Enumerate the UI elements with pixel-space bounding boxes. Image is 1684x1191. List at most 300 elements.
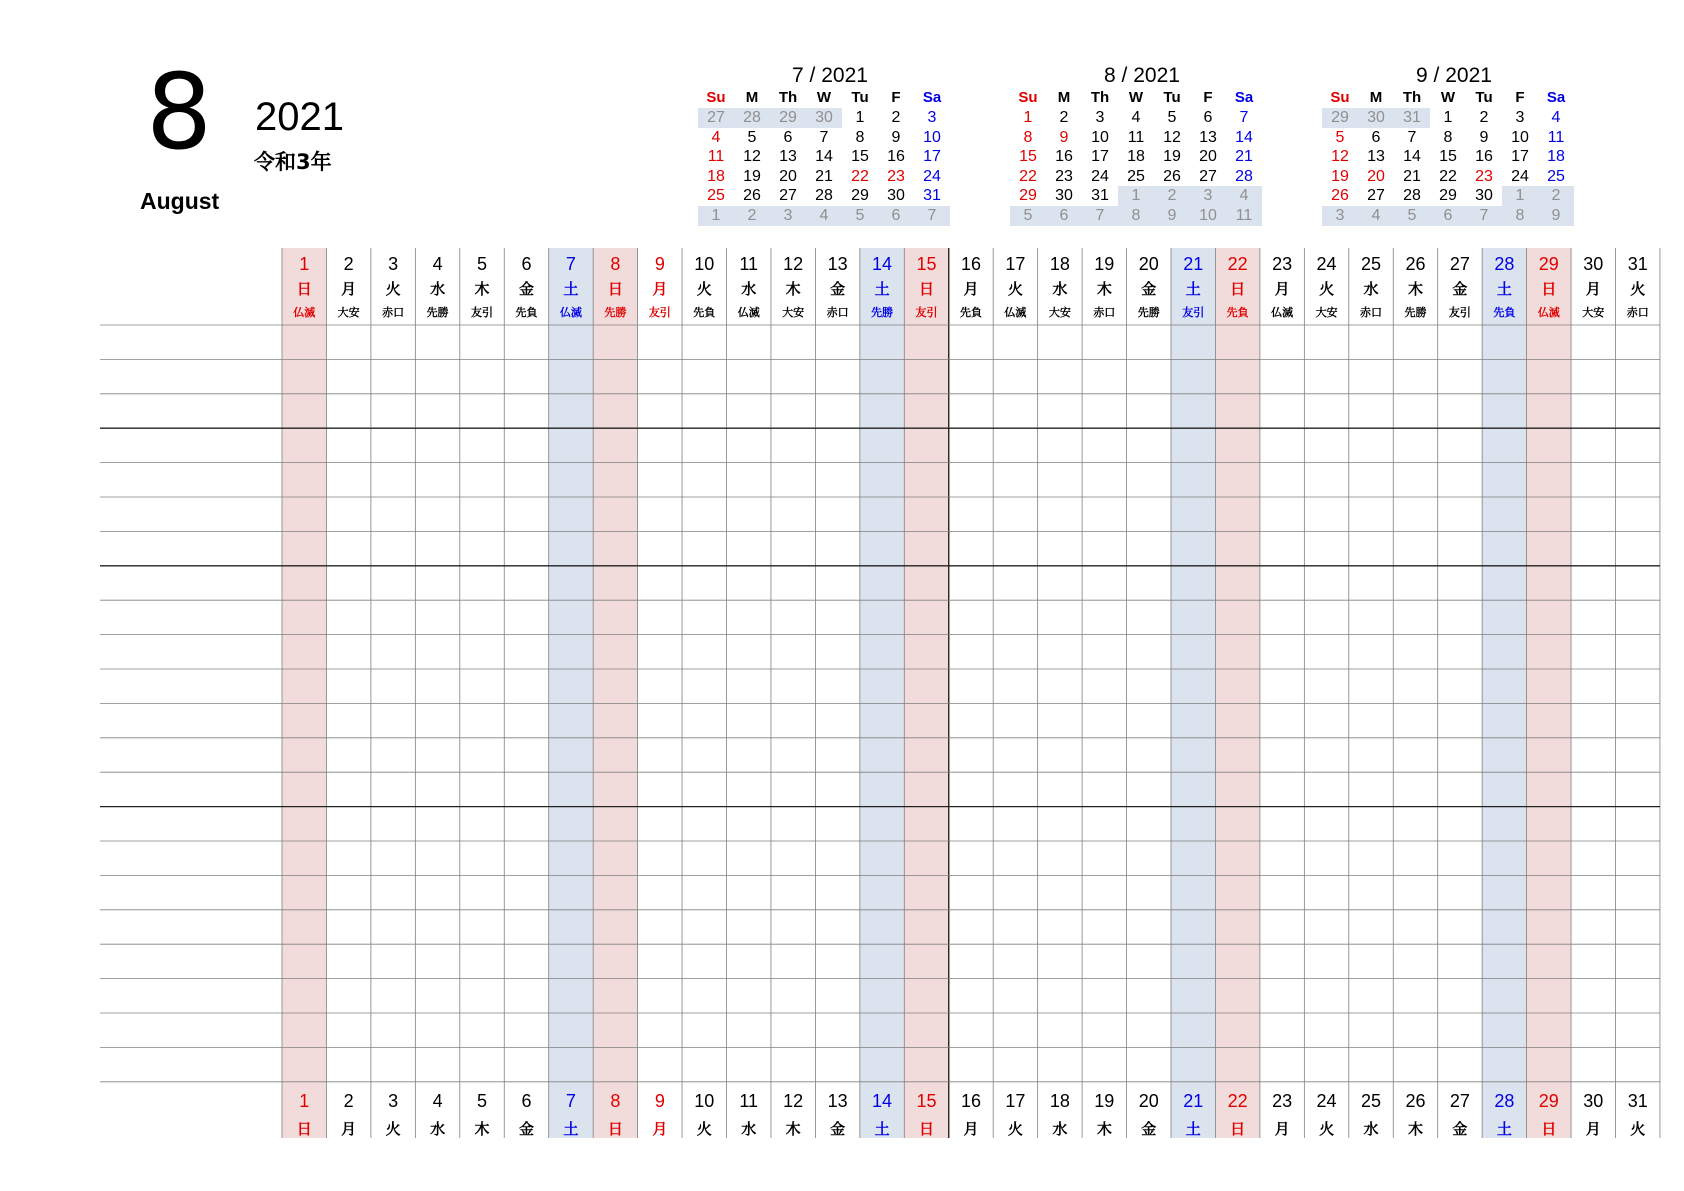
header-weekday: 土 [1496, 281, 1512, 298]
header-rokuyo: 大安 [782, 307, 805, 319]
mini-calendar-day: 3 [1322, 206, 1358, 226]
header-day-number: 28 [1494, 254, 1515, 274]
mini-calendar-weekday: Th [1402, 89, 1422, 106]
mini-calendar-day: 21 [815, 167, 833, 185]
footer-weekday: 土 [874, 1121, 890, 1138]
mini-calendar-weekday: F [1515, 89, 1525, 106]
header-day-number: 16 [960, 254, 981, 274]
mini-calendar-day: 28 [734, 108, 770, 128]
mini-calendar-day: 21 [1235, 148, 1253, 166]
footer-weekday: 月 [1274, 1121, 1290, 1138]
mini-calendar-day: 5 [747, 128, 757, 146]
header-day-number: 14 [872, 254, 893, 274]
footer-day-number: 30 [1583, 1091, 1604, 1111]
mini-calendar-day: 11 [1226, 206, 1262, 226]
mini-calendar-day: 5 [1167, 109, 1177, 126]
mini-calendar-day: 19 [743, 167, 761, 185]
mini-calendar-day: 25 [707, 187, 725, 205]
mini-calendar-day: 22 [1439, 167, 1457, 185]
mini-calendar-day: 7 [1082, 206, 1118, 226]
mini-calendar-day: 14 [1235, 128, 1253, 146]
mini-calendar-day: 2 [1059, 109, 1069, 126]
mini-calendar-day: 29 [1439, 187, 1457, 205]
header-day-number: 21 [1183, 254, 1204, 274]
mini-calendar-day: 24 [1511, 167, 1529, 185]
header-weekday: 日 [1230, 281, 1246, 298]
footer-day-number: 24 [1316, 1091, 1337, 1111]
header-day-number: 12 [783, 254, 804, 274]
footer-day-number: 31 [1627, 1091, 1648, 1111]
footer-weekday: 金 [830, 1121, 846, 1138]
header-day-number: 11 [739, 254, 759, 274]
mini-calendar-day: 14 [1403, 148, 1421, 166]
header-rokuyo: 先負 [1226, 307, 1249, 319]
mini-calendar-day: 27 [1199, 167, 1217, 185]
footer-weekday: 木 [1096, 1121, 1112, 1138]
header-rokuyo: 仏滅 [1537, 307, 1560, 319]
mini-calendar-day: 18 [707, 167, 725, 185]
header-weekday: 月 [652, 281, 668, 298]
mini-calendar-weekday: Tu [1163, 89, 1181, 106]
footer-day-number: 21 [1183, 1091, 1204, 1111]
mini-calendar-day: 31 [1091, 187, 1109, 205]
mini-calendar-day: 4 [1131, 109, 1141, 126]
footer-weekday: 水 [741, 1121, 757, 1138]
header-rokuyo: 先勝 [1404, 307, 1427, 319]
header-rokuyo: 友引 [1182, 307, 1205, 319]
footer-weekday: 火 [1319, 1121, 1335, 1138]
mini-calendar-day: 5 [1010, 206, 1046, 226]
footer-weekday: 土 [1185, 1121, 1201, 1138]
weekend-column-fill [1171, 248, 1215, 1138]
mini-calendar-day: 24 [1091, 167, 1109, 185]
header-rokuyo: 先勝 [426, 307, 449, 319]
mini-calendar-day: 29 [1019, 187, 1037, 205]
mini-calendar-weekday: Su [706, 89, 726, 106]
header-rokuyo: 仏滅 [293, 307, 316, 319]
footer-weekday: 水 [1052, 1121, 1068, 1138]
mini-calendar-day: 8 [1443, 128, 1453, 146]
mini-calendar-weekday: Sa [1234, 89, 1254, 106]
header-day-number: 5 [477, 254, 488, 274]
footer-day-number: 14 [872, 1091, 893, 1111]
header-rokuyo: 友引 [471, 307, 494, 319]
mini-calendar-day: 26 [743, 187, 761, 205]
mini-calendar-day: 5 [1335, 128, 1345, 146]
weekend-column-fill [1215, 248, 1259, 1138]
header-weekday: 金 [1141, 281, 1157, 298]
header-rokuyo: 仏滅 [559, 307, 582, 319]
mini-calendar-title: 9 / 2021 [1416, 64, 1492, 87]
header-rokuyo: 赤口 [1360, 307, 1383, 319]
header-weekday: 月 [963, 281, 979, 298]
mini-calendar-day: 30 [1055, 187, 1073, 205]
header-day-number: 22 [1227, 254, 1248, 274]
mini-calendar-day: 19 [1331, 167, 1349, 185]
mini-calendar-day: 29 [851, 187, 869, 205]
footer-weekday: 土 [563, 1121, 579, 1138]
header-weekday: 木 [785, 281, 801, 298]
mini-calendar-day: 9 [1154, 206, 1190, 226]
footer-day-number: 23 [1272, 1091, 1293, 1111]
mini-calendar-day: 1 [698, 206, 734, 226]
header-rokuyo: 仏滅 [1004, 307, 1027, 319]
footer-weekday: 金 [1141, 1121, 1157, 1138]
month-number: 8 [146, 51, 213, 173]
mini-calendar-day: 7 [819, 128, 829, 146]
header-day-number: 25 [1361, 254, 1382, 274]
weekend-column-fill [1527, 248, 1571, 1138]
header-weekday: 火 [1319, 281, 1335, 298]
mini-calendar-day: 13 [1199, 128, 1217, 146]
footer-weekday: 土 [1496, 1121, 1512, 1138]
mini-calendar-weekday: Su [1330, 89, 1350, 106]
header-weekday: 月 [1585, 281, 1601, 298]
mini-calendar-day: 16 [1055, 148, 1073, 166]
weekend-column-fill [549, 248, 593, 1138]
mini-calendar-day: 6 [1371, 128, 1381, 146]
mini-calendar-day: 2 [1479, 109, 1489, 126]
mini-calendar-day: 8 [1023, 128, 1033, 146]
mini-calendar-day: 9 [1538, 206, 1574, 226]
footer-weekday: 木 [474, 1121, 490, 1138]
header-rokuyo: 仏滅 [1271, 307, 1294, 319]
mini-calendar-day: 12 [743, 148, 761, 166]
mini-calendar-day: 11 [707, 148, 725, 166]
mini-calendar-day: 8 [1118, 206, 1154, 226]
footer-weekday: 火 [1630, 1121, 1646, 1138]
mini-calendar-day: 27 [698, 108, 734, 128]
footer-weekday: 金 [518, 1121, 534, 1138]
footer-day-number: 1 [299, 1091, 310, 1111]
mini-calendar-day: 6 [783, 128, 793, 146]
footer-weekday: 火 [1007, 1121, 1023, 1138]
mini-calendar-day: 2 [734, 206, 770, 226]
footer-weekday: 月 [652, 1121, 668, 1138]
mini-calendar-day: 15 [1019, 148, 1037, 166]
mini-calendar-day: 5 [1394, 206, 1430, 226]
header-weekday: 土 [563, 281, 579, 298]
footer-day-number: 15 [916, 1091, 937, 1111]
header-rokuyo: 大安 [1315, 307, 1338, 319]
header-rokuyo: 先負 [515, 307, 538, 319]
mini-calendar-day: 3 [770, 206, 806, 226]
header-weekday: 月 [1274, 281, 1290, 298]
mini-calendar-day: 29 [1322, 108, 1358, 128]
header-weekday: 日 [1541, 281, 1557, 298]
footer-weekday: 水 [1363, 1121, 1379, 1138]
mini-calendar-day: 28 [815, 187, 833, 205]
header-weekday: 火 [1007, 281, 1023, 298]
mini-calendar-day: 18 [1127, 148, 1145, 166]
mini-calendar-day: 10 [1511, 128, 1529, 146]
footer-weekday: 日 [1541, 1121, 1557, 1138]
header-day-number: 27 [1449, 254, 1470, 274]
mini-calendar-day: 10 [1190, 206, 1226, 226]
mini-calendar-day: 25 [1127, 167, 1145, 185]
mini-calendar-day: 16 [887, 148, 905, 166]
header-day-number: 3 [388, 254, 399, 274]
mini-calendar-day: 4 [1226, 186, 1262, 206]
mini-calendar-day: 2 [891, 109, 901, 126]
mini-calendar-day: 17 [1511, 148, 1529, 166]
mini-calendar-day: 28 [1235, 167, 1253, 185]
mini-calendar-weekday: F [891, 89, 901, 106]
mini-calendar-day: 17 [923, 148, 941, 166]
header-weekday: 木 [474, 281, 490, 298]
header-rokuyo: 赤口 [1626, 307, 1649, 319]
mini-calendar-day: 24 [923, 167, 941, 185]
month-name: August [140, 188, 220, 214]
footer-day-number: 19 [1094, 1091, 1115, 1111]
mini-calendar-day: 1 [1118, 186, 1154, 206]
footer-weekday: 火 [385, 1121, 401, 1138]
header-weekday: 金 [1452, 281, 1468, 298]
footer-weekday: 日 [919, 1121, 935, 1138]
mini-calendar-weekday: W [816, 89, 832, 106]
header-rokuyo: 赤口 [382, 307, 405, 319]
mini-calendar-day: 21 [1403, 167, 1421, 185]
footer-day-number: 5 [477, 1091, 488, 1111]
mini-calendar-day: 30 [1358, 108, 1394, 128]
mini-calendar-weekday: Su [1018, 89, 1038, 106]
mini-calendar-day: 30 [887, 187, 905, 205]
mini-calendar-day: 7 [1466, 206, 1502, 226]
footer-day-number: 4 [432, 1091, 443, 1111]
mini-calendar-weekday: W [1128, 89, 1144, 106]
footer-day-number: 9 [654, 1091, 665, 1111]
mini-calendar-day: 30 [806, 108, 842, 128]
mini-calendar-day: 11 [1547, 128, 1565, 146]
header-day-number: 4 [432, 254, 443, 274]
mini-calendar-day: 6 [1203, 109, 1213, 126]
mini-calendar-weekday: M [745, 89, 759, 106]
mini-calendar-weekday: Tu [851, 89, 869, 106]
footer-weekday: 火 [696, 1121, 712, 1138]
footer-weekday: 木 [1407, 1121, 1423, 1138]
mini-calendar-day: 9 [1479, 128, 1489, 146]
header-day-number: 7 [565, 254, 576, 274]
mini-calendar-day: 26 [1163, 167, 1181, 185]
mini-calendar-day: 5 [842, 206, 878, 226]
mini-calendar-day: 13 [1367, 148, 1385, 166]
mini-calendar-weekday: F [1203, 89, 1213, 106]
header-rokuyo: 大安 [1582, 307, 1605, 319]
mini-calendar-day: 17 [1091, 148, 1109, 166]
header-rokuyo: 友引 [915, 307, 938, 319]
footer-day-number: 22 [1227, 1091, 1248, 1111]
header-day-number: 20 [1138, 254, 1159, 274]
weekend-column-fill [282, 248, 326, 1138]
header-weekday: 土 [1185, 281, 1201, 298]
mini-calendar-day: 3 [1190, 186, 1226, 206]
mini-calendar-day: 26 [1331, 187, 1349, 205]
mini-calendar-day: 20 [1199, 148, 1217, 166]
header-rokuyo: 先勝 [604, 307, 627, 319]
mini-calendar-day: 23 [1055, 167, 1073, 185]
mini-calendar-day: 27 [1367, 187, 1385, 205]
footer-day-number: 8 [610, 1091, 621, 1111]
mini-calendar-day: 1 [1443, 109, 1453, 126]
header-weekday: 水 [1052, 281, 1068, 298]
mini-calendar-day: 7 [1407, 128, 1417, 146]
mini-calendar-weekday: Th [778, 89, 798, 106]
mini-calendar-day: 2 [1154, 186, 1190, 206]
weekend-column-fill [860, 248, 904, 1138]
header-day-number: 15 [916, 254, 937, 274]
mini-calendar-day: 22 [851, 167, 869, 185]
header-rokuyo: 友引 [1448, 307, 1471, 319]
header-weekday: 金 [518, 281, 534, 298]
mini-calendar-title: 7 / 2021 [792, 64, 868, 87]
weekend-column-fill [593, 248, 637, 1138]
mini-calendar-day: 2 [1538, 186, 1574, 206]
mini-calendar-day: 15 [1439, 148, 1457, 166]
header-rokuyo: 友引 [648, 307, 671, 319]
header-day-number: 10 [694, 254, 715, 274]
mini-calendar-day: 16 [1475, 148, 1493, 166]
footer-day-number: 6 [521, 1091, 532, 1111]
footer-weekday: 金 [1452, 1121, 1468, 1138]
footer-day-number: 17 [1005, 1091, 1026, 1111]
mini-calendar-weekday: Th [1090, 89, 1110, 106]
mini-calendar-day: 18 [1547, 148, 1565, 166]
mini-calendar-day: 9 [891, 128, 901, 146]
mini-calendar-day: 7 [914, 206, 950, 226]
header-rokuyo: 赤口 [826, 307, 849, 319]
footer-weekday: 日 [607, 1121, 623, 1138]
mini-calendar-day: 3 [1515, 109, 1525, 126]
mini-calendar-weekday: M [1057, 89, 1071, 106]
mini-calendar-weekday: W [1440, 89, 1456, 106]
header-weekday: 火 [385, 281, 401, 298]
footer-weekday: 月 [1585, 1121, 1601, 1138]
mini-calendar-day: 10 [1091, 128, 1109, 146]
header-day-number: 13 [827, 254, 848, 274]
footer-day-number: 18 [1049, 1091, 1070, 1111]
mini-calendar-day: 4 [806, 206, 842, 226]
header-day-number: 9 [654, 254, 665, 274]
header-weekday: 水 [741, 281, 757, 298]
mini-calendar-day: 14 [815, 148, 833, 166]
footer-day-number: 10 [694, 1091, 715, 1111]
mini-calendar-day: 3 [927, 109, 937, 126]
mini-calendar-day: 1 [1023, 109, 1033, 126]
mini-calendar-day: 3 [1095, 109, 1105, 126]
header-day-number: 23 [1272, 254, 1293, 274]
footer-day-number: 12 [783, 1091, 804, 1111]
footer-day-number: 13 [827, 1091, 848, 1111]
mini-calendar-day: 13 [779, 148, 797, 166]
header-rokuyo: 仏滅 [737, 307, 760, 319]
header-weekday: 金 [830, 281, 846, 298]
footer-day-number: 20 [1138, 1091, 1159, 1111]
year-label: 2021 [255, 95, 344, 139]
footer-day-number: 2 [343, 1091, 354, 1111]
mini-calendar-day: 19 [1163, 148, 1181, 166]
weekend-column-fill [1482, 248, 1526, 1138]
footer-weekday: 月 [341, 1121, 357, 1138]
header-weekday: 火 [1630, 281, 1646, 298]
mini-calendar-day: 9 [1059, 128, 1069, 146]
mini-calendar-day: 6 [878, 206, 914, 226]
header-day-number: 26 [1405, 254, 1426, 274]
header-rokuyo: 先負 [693, 307, 716, 319]
mini-calendar-day: 4 [1551, 109, 1561, 126]
footer-day-number: 16 [960, 1091, 981, 1111]
footer-weekday: 水 [430, 1121, 446, 1138]
mini-calendar-day: 31 [1394, 108, 1430, 128]
header-day-number: 2 [343, 254, 354, 274]
mini-calendar-day: 6 [1430, 206, 1466, 226]
mini-calendar-day: 22 [1019, 167, 1037, 185]
header-rokuyo: 先負 [1493, 307, 1516, 319]
footer-day-number: 25 [1361, 1091, 1382, 1111]
mini-calendar-day: 29 [770, 108, 806, 128]
footer-day-number: 3 [388, 1091, 399, 1111]
mini-calendar-day: 23 [887, 167, 905, 185]
mini-calendar-day: 15 [851, 148, 869, 166]
footer-weekday: 日 [1230, 1121, 1246, 1138]
header-weekday: 日 [296, 281, 312, 298]
mini-calendar-day: 12 [1163, 128, 1181, 146]
mini-calendar-day: 1 [855, 109, 865, 126]
mini-calendar-day: 8 [1502, 206, 1538, 226]
mini-calendar-day: 4 [1358, 206, 1394, 226]
mini-calendar-day: 6 [1046, 206, 1082, 226]
mini-calendar-day: 11 [1127, 128, 1145, 146]
footer-day-number: 29 [1538, 1091, 1559, 1111]
header-day-number: 18 [1049, 254, 1070, 274]
header-day-number: 6 [521, 254, 532, 274]
footer-weekday: 月 [963, 1121, 979, 1138]
mini-calendar-day: 27 [779, 187, 797, 205]
header-weekday: 木 [1096, 281, 1112, 298]
mini-calendar-weekday: Sa [1546, 89, 1566, 106]
footer-day-number: 7 [565, 1091, 576, 1111]
mini-calendar-day: 1 [1502, 186, 1538, 206]
mini-calendar-day: 25 [1547, 167, 1565, 185]
header-rokuyo: 赤口 [1093, 307, 1116, 319]
header-rokuyo: 大安 [1048, 307, 1071, 319]
mini-calendar-weekday: Tu [1475, 89, 1493, 106]
mini-calendar-day: 7 [1239, 109, 1249, 126]
footer-day-number: 26 [1405, 1091, 1426, 1111]
header-weekday: 月 [341, 281, 357, 298]
header-weekday: 日 [607, 281, 623, 298]
header-day-number: 30 [1583, 254, 1604, 274]
header-day-number: 31 [1627, 254, 1648, 274]
footer-weekday: 木 [785, 1121, 801, 1138]
mini-calendar-weekday: M [1369, 89, 1383, 106]
mini-calendar-day: 30 [1475, 187, 1493, 205]
mini-calendar-day: 20 [1367, 167, 1385, 185]
mini-calendar-day: 8 [855, 128, 865, 146]
header-day-number: 17 [1005, 254, 1026, 274]
mini-calendar-weekday: Sa [922, 89, 942, 106]
header-day-number: 19 [1094, 254, 1115, 274]
footer-day-number: 11 [739, 1091, 759, 1111]
header-rokuyo: 先勝 [1137, 307, 1160, 319]
weekend-column-fill [904, 248, 948, 1138]
header-weekday: 日 [919, 281, 935, 298]
era-label: 令和3年 [254, 150, 332, 174]
header-day-number: 8 [610, 254, 621, 274]
mini-calendar-title: 8 / 2021 [1104, 64, 1180, 87]
header-weekday: 木 [1407, 281, 1423, 298]
header-rokuyo: 先勝 [871, 307, 894, 319]
mini-calendar-day: 20 [779, 167, 797, 185]
